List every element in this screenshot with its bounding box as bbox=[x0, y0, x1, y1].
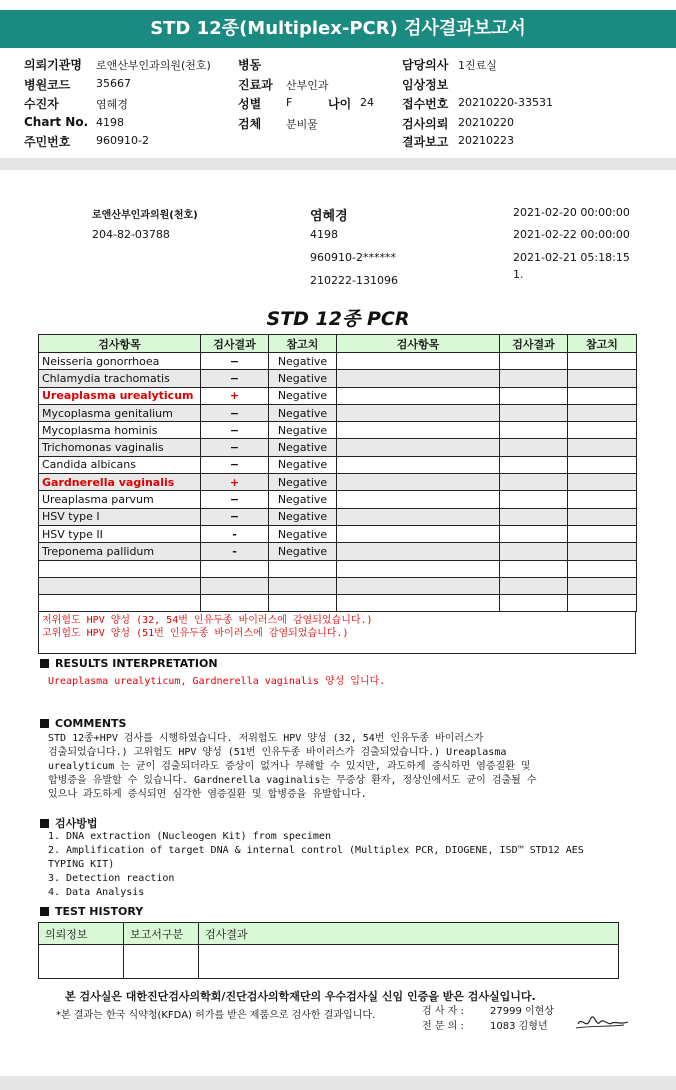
reference-value-empty bbox=[568, 491, 637, 508]
square-bullet-icon bbox=[40, 719, 49, 728]
test-item: Ureaplasma urealyticum bbox=[39, 387, 201, 404]
test-result bbox=[201, 595, 269, 612]
square-bullet-icon bbox=[40, 819, 49, 828]
test-item: Ureaplasma parvum bbox=[39, 491, 201, 508]
reference-value bbox=[269, 595, 337, 612]
test-item bbox=[39, 577, 201, 594]
specialist-label: 전 문 의 : bbox=[422, 1021, 464, 1032]
doctor-label: 담당의사 bbox=[402, 58, 449, 72]
test-item-empty bbox=[337, 353, 500, 370]
test-item-empty bbox=[337, 560, 500, 577]
header-date-3-suffix: 1. bbox=[513, 268, 524, 281]
test-result-empty bbox=[500, 353, 568, 370]
comment-line: 합병증을 유발할 수 있습니다. Gardnerella vaginalis는 무증상 환자, 정상인에서도 균이 검출될 수 bbox=[48, 775, 537, 786]
table-row bbox=[39, 560, 637, 577]
test-item-empty bbox=[337, 525, 500, 542]
test-item-empty bbox=[337, 577, 500, 594]
test-item-empty bbox=[337, 387, 500, 404]
request-label: 검사의뢰 bbox=[402, 117, 449, 131]
test-result-empty bbox=[500, 525, 568, 542]
bottom-divider bbox=[0, 1076, 676, 1090]
reference-value: Negative bbox=[269, 508, 337, 525]
institution-label: 의뢰기관명 bbox=[24, 58, 82, 72]
reference-value-empty bbox=[568, 387, 637, 404]
reference-value: Negative bbox=[269, 525, 337, 542]
method-line: 3. Detection reaction bbox=[48, 873, 175, 884]
history-column-header: 검사결과 bbox=[199, 923, 619, 945]
method-line: 1. DNA extraction (Nucleogen Kit) from specimen bbox=[48, 831, 331, 842]
history-header-row bbox=[39, 923, 619, 945]
method-line: 2. Amplification of target DNA & internal control (Multiplex PCR, DIOGENE, ISD™ STD12 AES bbox=[48, 845, 584, 856]
test-item-empty bbox=[337, 439, 500, 456]
test-result: − bbox=[201, 491, 269, 508]
ward-label: 병동 bbox=[238, 58, 262, 72]
table-row bbox=[39, 353, 637, 370]
column-header: 검사항목 bbox=[39, 335, 201, 353]
sex-value: F bbox=[286, 96, 293, 109]
id-no: 960910-2 bbox=[96, 134, 149, 147]
history-heading bbox=[40, 905, 143, 918]
table-row bbox=[39, 439, 637, 456]
reference-value-empty bbox=[568, 422, 637, 439]
reference-value-empty bbox=[568, 439, 637, 456]
test-result: + bbox=[201, 474, 269, 491]
table-row bbox=[39, 456, 637, 473]
patient-name: 염혜경 bbox=[96, 98, 128, 111]
signature-icon bbox=[574, 1010, 632, 1036]
table-row bbox=[39, 508, 637, 525]
comments-body bbox=[48, 732, 536, 802]
test-result: - bbox=[201, 543, 269, 560]
reference-value-empty bbox=[568, 595, 637, 612]
report-label: 결과보고 bbox=[402, 135, 449, 149]
test-result-empty bbox=[500, 404, 568, 421]
history-cell bbox=[199, 945, 619, 979]
results-heading-text: RESULTS INTERPRETATION bbox=[55, 657, 218, 670]
specimen-value: 분비물 bbox=[286, 118, 318, 131]
history-column-header: 의뢰정보 bbox=[39, 923, 124, 945]
test-item-empty bbox=[337, 404, 500, 421]
reference-value bbox=[269, 560, 337, 577]
table-row bbox=[39, 387, 637, 404]
specimen-label: 검체 bbox=[238, 117, 262, 131]
results-table bbox=[38, 334, 637, 612]
test-item-empty bbox=[337, 370, 500, 387]
header-sample-no: 210222-131096 bbox=[310, 274, 398, 287]
history-column-header: 보고서구분 bbox=[124, 923, 199, 945]
patient-info bbox=[0, 52, 676, 152]
test-item bbox=[39, 595, 201, 612]
table-row bbox=[39, 422, 637, 439]
hpv-notes bbox=[38, 612, 636, 654]
header-id-masked: 960910-2****** bbox=[310, 251, 396, 264]
test-item: Chlamydia trachomatis bbox=[39, 370, 201, 387]
column-header: 검사결과 bbox=[500, 335, 568, 353]
method-heading-text: 검사방법 bbox=[55, 817, 98, 830]
header-chart: 4198 bbox=[310, 228, 338, 241]
method-body bbox=[48, 830, 584, 900]
receipt-no: 20210220-33531 bbox=[458, 96, 553, 109]
comments-heading-text: COMMENTS bbox=[55, 717, 127, 730]
test-result-empty bbox=[500, 508, 568, 525]
test-item-empty bbox=[337, 422, 500, 439]
test-result-empty bbox=[500, 577, 568, 594]
history-heading-text: TEST HISTORY bbox=[55, 905, 144, 918]
test-item-empty bbox=[337, 543, 500, 560]
id-label: 주민번호 bbox=[24, 135, 71, 149]
table-header-row bbox=[39, 335, 637, 353]
reference-value: Negative bbox=[269, 543, 337, 560]
hpv-note-high-risk: 고위험도 HPV 양성 (51번 인유두종 바이러스에 감염되었습니다.) bbox=[42, 628, 349, 639]
comment-line: 있으나 과도하게 증식되면 심각한 염증질환 및 합병증을 유발합니다. bbox=[48, 789, 367, 800]
test-item: HSV type II bbox=[39, 525, 201, 542]
test-result bbox=[201, 560, 269, 577]
reference-value: Negative bbox=[269, 387, 337, 404]
test-result: + bbox=[201, 387, 269, 404]
test-result bbox=[201, 577, 269, 594]
clinical-label: 임상정보 bbox=[402, 78, 449, 92]
reference-value-empty bbox=[568, 577, 637, 594]
test-result: − bbox=[201, 508, 269, 525]
table-row bbox=[39, 543, 637, 560]
age-value: 24 bbox=[360, 96, 374, 109]
header-date-2: 2021-02-22 00:00:00 bbox=[513, 228, 630, 241]
header-date-1: 2021-02-20 00:00:00 bbox=[513, 206, 630, 219]
comment-line: urealyticum 는 균이 검출되더라도 증상이 없거나 무해할 수 있지만, 과도하게 증식하면 염증질환 및 bbox=[48, 761, 531, 772]
hospital-code-value: 35667 bbox=[96, 77, 131, 90]
reference-value: Negative bbox=[269, 456, 337, 473]
test-item: Mycoplasma genitalium bbox=[39, 404, 201, 421]
test-item-empty bbox=[337, 491, 500, 508]
report-title: STD 12종(Multiplex-PCR) 검사결과보고서 bbox=[0, 10, 676, 48]
test-item bbox=[39, 560, 201, 577]
receipt-label: 접수번호 bbox=[402, 97, 449, 111]
table-row bbox=[39, 474, 637, 491]
test-result: - bbox=[201, 525, 269, 542]
test-item-empty bbox=[337, 456, 500, 473]
test-item: Trichomonas vaginalis bbox=[39, 439, 201, 456]
history-table bbox=[38, 922, 619, 979]
test-result-empty bbox=[500, 543, 568, 560]
reference-value-empty bbox=[568, 456, 637, 473]
report-date: 20210223 bbox=[458, 134, 514, 147]
history-cell bbox=[124, 945, 199, 979]
reference-value: Negative bbox=[269, 491, 337, 508]
test-item-empty bbox=[337, 508, 500, 525]
method-heading bbox=[40, 815, 98, 831]
tester-label: 검 사 자 : bbox=[422, 1006, 464, 1017]
reference-value: Negative bbox=[269, 404, 337, 421]
reference-value: Negative bbox=[269, 439, 337, 456]
column-header: 검사항목 bbox=[337, 335, 500, 353]
reference-value: Negative bbox=[269, 353, 337, 370]
test-item: Treponema pallidum bbox=[39, 543, 201, 560]
test-result: − bbox=[201, 353, 269, 370]
test-result-empty bbox=[500, 370, 568, 387]
test-result-empty bbox=[500, 456, 568, 473]
header-clinic: 로앤산부인과의원(천호) bbox=[92, 210, 198, 221]
comment-line: 검출되었습니다.) 고위험도 HPV 양성 (51번 인유두종 바이러스가 검출되었습니다.) Ureaplasma bbox=[48, 747, 507, 758]
specialist-value: 1083 김형년 bbox=[490, 1021, 548, 1032]
test-result-empty bbox=[500, 439, 568, 456]
reference-value-empty bbox=[568, 525, 637, 542]
test-result-empty bbox=[500, 560, 568, 577]
reference-value-empty bbox=[568, 560, 637, 577]
test-item: Gardnerella vaginalis bbox=[39, 474, 201, 491]
results-heading bbox=[40, 657, 218, 670]
test-result: − bbox=[201, 422, 269, 439]
test-item-empty bbox=[337, 595, 500, 612]
results-text: Ureaplasma urealyticum, Gardnerella vaginalis 양성 입니다. bbox=[48, 676, 386, 687]
patient-label: 수진자 bbox=[24, 97, 59, 111]
test-result: − bbox=[201, 404, 269, 421]
reference-value-empty bbox=[568, 543, 637, 560]
test-item: HSV type I bbox=[39, 508, 201, 525]
reference-value: Negative bbox=[269, 474, 337, 491]
test-result-empty bbox=[500, 491, 568, 508]
header-name: 염혜경 bbox=[310, 209, 348, 224]
tester-value: 27999 이현상 bbox=[490, 1006, 554, 1017]
test-item-empty bbox=[337, 474, 500, 491]
dept-value: 산부인과 bbox=[286, 79, 329, 92]
table-row bbox=[39, 525, 637, 542]
table-row bbox=[39, 370, 637, 387]
reference-value-empty bbox=[568, 353, 637, 370]
test-item: Candida albicans bbox=[39, 456, 201, 473]
history-row bbox=[39, 945, 619, 979]
sex-label: 성별 bbox=[238, 97, 262, 111]
test-result-empty bbox=[500, 387, 568, 404]
reference-value: Negative bbox=[269, 422, 337, 439]
section-divider bbox=[0, 158, 676, 170]
column-header: 검사결과 bbox=[201, 335, 269, 353]
chart-label: Chart No. bbox=[24, 115, 89, 129]
square-bullet-icon bbox=[40, 907, 49, 916]
comments-heading bbox=[40, 717, 126, 730]
test-result-empty bbox=[500, 595, 568, 612]
hospital-code-label: 병원코드 bbox=[24, 78, 71, 92]
request-date: 20210220 bbox=[458, 116, 514, 129]
kfda-note: *본 결과는 한국 식약청(KFDA) 허가를 받은 제품으로 검사한 결과입니다. bbox=[56, 1010, 376, 1021]
table-row bbox=[39, 404, 637, 421]
comment-line: STD 12종+HPV 검사를 시행하였습니다. 저위험도 HPV 양성 (32, 54번 인유두종 바이러스가 bbox=[48, 733, 484, 744]
dept-label: 진료과 bbox=[238, 78, 273, 92]
header-clinic-no: 204-82-03788 bbox=[92, 228, 170, 241]
test-result: − bbox=[201, 456, 269, 473]
chart-no: 4198 bbox=[96, 116, 124, 129]
reference-value: Negative bbox=[269, 370, 337, 387]
hpv-note-low-risk: 저위험도 HPV 양성 (32, 54번 인유두종 바이러스에 감염되었습니다.) bbox=[42, 615, 373, 626]
doctor-value: 1진료실 bbox=[458, 59, 497, 72]
age-label: 나이 bbox=[328, 97, 352, 111]
method-line: TYPING KIT) bbox=[48, 859, 115, 870]
test-item: Neisseria gonorrhoea bbox=[39, 353, 201, 370]
test-result: − bbox=[201, 439, 269, 456]
column-header: 참고치 bbox=[568, 335, 637, 353]
table-row bbox=[39, 491, 637, 508]
test-result-empty bbox=[500, 474, 568, 491]
pcr-title: STD 12종 PCR bbox=[266, 308, 410, 330]
test-result-empty bbox=[500, 422, 568, 439]
test-item: Mycoplasma hominis bbox=[39, 422, 201, 439]
reference-value-empty bbox=[568, 404, 637, 421]
reference-value-empty bbox=[568, 474, 637, 491]
reference-value-empty bbox=[568, 370, 637, 387]
method-line: 4. Data Analysis bbox=[48, 887, 145, 898]
table-row bbox=[39, 595, 637, 612]
square-bullet-icon bbox=[40, 659, 49, 668]
institution-value: 로앤산부인과의원(천호) bbox=[96, 59, 211, 72]
reference-value bbox=[269, 577, 337, 594]
header-date-3: 2021-02-21 05:18:15 bbox=[513, 251, 630, 264]
reference-value-empty bbox=[568, 508, 637, 525]
test-result: − bbox=[201, 370, 269, 387]
table-row bbox=[39, 577, 637, 594]
column-header: 참고치 bbox=[269, 335, 337, 353]
history-cell bbox=[39, 945, 124, 979]
certification-note: 본 검사실은 대한진단검사의학회/진단검사의학재단의 우수검사실 신임 인증을 받은 검사실입니다. bbox=[65, 990, 536, 1003]
